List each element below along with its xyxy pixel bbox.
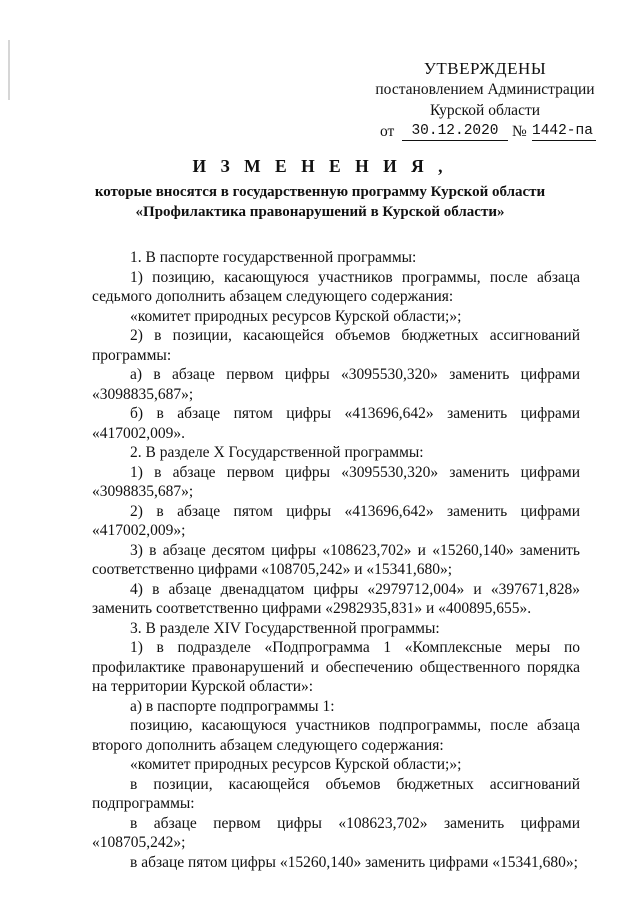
approval-date-line <box>360 121 610 142</box>
approval-line-2: Курской области <box>429 102 541 119</box>
paragraph: в абзаце первом цифры «108623,702» заменить цифрами «108705,242»; <box>92 814 580 851</box>
paragraph: 3) в абзаце десятом цифры «108623,702» и «15260,140» заменить соответственно цифрами «108705,242» и «15341,680»; <box>92 541 580 578</box>
paragraph: б) в абзаце пятом цифры «413696,642» заменить цифрами «417002,009». <box>92 405 580 442</box>
paragraph: 3. В разделе XIV Государственной программы: <box>130 619 440 637</box>
paragraph: 1) в абзаце первом цифры «3095530,320» заменить цифрами «3098835,687»; <box>92 463 580 500</box>
date-value: 30.12.2020 <box>402 121 508 141</box>
paragraph: а) в абзаце первом цифры «3095530,320» заменить цифрами «3098835,687»; <box>92 366 580 403</box>
approval-line-1: постановлением Администрации <box>375 81 595 98</box>
subtitle-line-2: «Профилактика правонарушений в Курской области» <box>135 204 505 220</box>
document-subtitle <box>0 182 640 222</box>
paragraph: 2) в позиции, касающейся объемов бюджетных ассигнований программы: <box>92 327 580 364</box>
paragraph: в позиции, касающейся объемов бюджетных ассигнований подпрограммы: <box>92 775 580 812</box>
approval-title: УТВЕРЖДЕНЫ <box>423 59 547 78</box>
paragraph: в абзаце пятом цифры «15260,140» заменить цифрами «15341,680»; <box>130 853 578 871</box>
paragraph: 1) позицию, касающуюся участников программы, после абзаца седьмого дополнить абзацем следующего содержания: <box>92 268 580 305</box>
document-body <box>92 248 580 872</box>
paragraph: позицию, касающуюся участников подпрограммы, после абзаца второго дополнить абзацем следующего содержания: <box>92 717 580 754</box>
date-prefix: от <box>380 123 395 140</box>
paragraph: 4) в абзаце двенадцатом цифры «2979712,004» и «397671,828» заменить соответственно цифрами «2982935,831» и «400895,655». <box>92 580 580 617</box>
paragraph: «комитет природных ресурсов Курской области;»; <box>130 756 462 773</box>
scan-edge-mark <box>8 40 10 100</box>
number-prefix: № <box>512 123 527 140</box>
number-value: 1442-па <box>532 121 596 141</box>
paragraph: 1. В паспорте государственной программы: <box>130 249 417 266</box>
paragraph: «комитет природных ресурсов Курской области;»; <box>130 307 462 325</box>
paragraph: 2. В разделе X Государственной программы: <box>130 444 424 461</box>
paragraph: 2) в абзаце пятом цифры «413696,642» заменить цифрами «417002,009»; <box>92 502 580 539</box>
document-title: И З М Е Н Е Н И Я , <box>192 156 448 176</box>
subtitle-line-1: которые вносятся в государственную программу Курской области <box>94 184 546 200</box>
approval-block <box>360 58 610 142</box>
paragraph: а) в паспорте подпрограммы 1: <box>130 697 335 715</box>
paragraph: 1) в подразделе «Подпрограмма 1 «Комплексные меры по профилактике правонарушений и обеспечению общественного порядка на территории Курской области»: <box>92 639 580 695</box>
